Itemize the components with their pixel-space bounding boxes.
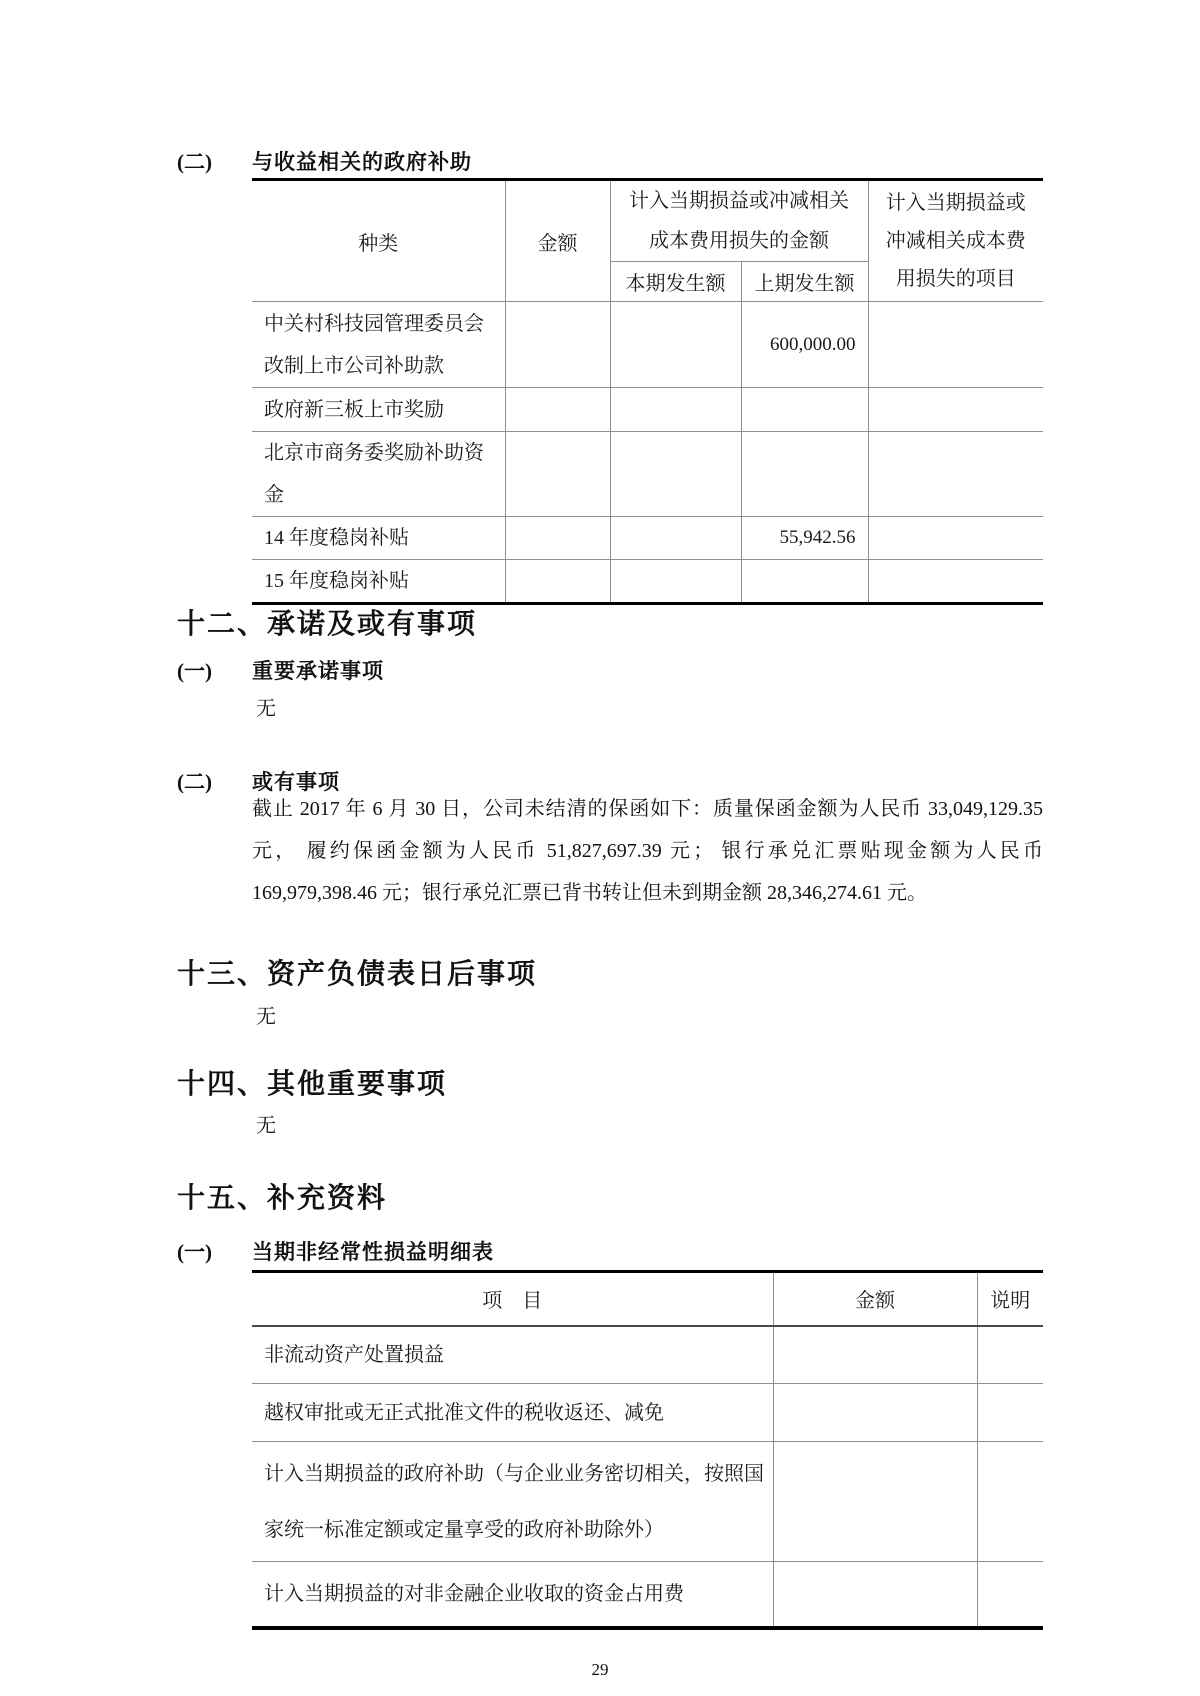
row-project [868, 388, 1043, 432]
row-note [977, 1442, 1043, 1562]
table-row [252, 302, 1043, 388]
row-current [610, 560, 741, 604]
row-amount [505, 560, 610, 604]
table-row [252, 1326, 1043, 1384]
paragraph-line: 截止 2017 年 6 月 30 日，公司未结清的保函如下：质量保函金额为人民币 33,049,129.35 [252, 798, 1043, 820]
row-note [977, 1326, 1043, 1384]
header-project-line3: 用损失的项目 [895, 268, 1016, 290]
row-current [610, 517, 741, 560]
section2-label: (二) [177, 150, 212, 174]
header-item: 项 目 [252, 1272, 773, 1326]
header-note: 说明 [977, 1272, 1043, 1326]
section13-content: 无 [256, 1006, 276, 1028]
table-row [252, 1562, 1043, 1628]
table-row [252, 517, 1043, 560]
row-amount [505, 517, 610, 560]
row-project [868, 517, 1043, 560]
row-note [977, 1562, 1043, 1628]
row-name: 15 年度稳岗补贴 [252, 560, 505, 604]
contingency-paragraph [252, 788, 1043, 914]
section2-title: 与收益相关的政府补助 [252, 150, 472, 174]
row-project [868, 302, 1043, 388]
header-current-period: 本期发生额 [610, 262, 741, 302]
table-row [252, 432, 1043, 517]
row-amount [773, 1562, 977, 1628]
paragraph-line: 元， 履约保函金额为人民币 51,827,697.39 元； 银行承兑汇票贴现金额为人民币 [252, 840, 1043, 862]
row-amount [773, 1326, 977, 1384]
row-amount [773, 1384, 977, 1442]
table-row [252, 388, 1043, 432]
header-span-line2: 成本费用损失的金额 [649, 230, 829, 252]
subsidy-table-header-row-1 [252, 180, 1043, 262]
section14-content: 无 [256, 1115, 276, 1137]
section12-sub1-label: (一) [177, 659, 212, 683]
section14-title: 十四、其他重要事项 [177, 1069, 448, 1100]
row-amount [773, 1442, 977, 1562]
row-name: 14 年度稳岗补贴 [252, 517, 505, 560]
nonrecurring-table [252, 1270, 1043, 1630]
paragraph-line: 169,979,398.46 元；银行承兑汇票已背书转让但未到期金额 28,346,274.61 元。 [252, 882, 927, 904]
table-row [252, 1442, 1043, 1562]
row-name: 中关村科技园管理委员会改制上市公司补助款 [252, 302, 505, 388]
row-project [868, 432, 1043, 517]
nonrecurring-table-header-row [252, 1272, 1043, 1326]
header-prior-period: 上期发生额 [741, 262, 868, 302]
row-current [610, 432, 741, 517]
row-prior [741, 560, 868, 604]
header-project-line1: 计入当期损益或 [885, 192, 1026, 214]
row-prior: 600,000.00 [741, 302, 868, 388]
row-amount [505, 388, 610, 432]
table-row [252, 560, 1043, 604]
header-span-amount [610, 180, 868, 262]
header-project-line2: 冲减相关成本费 [885, 230, 1026, 252]
row-prior: 55,942.56 [741, 517, 868, 560]
header-amount: 金额 [773, 1272, 977, 1326]
section12-title: 十二、承诺及或有事项 [177, 609, 478, 640]
section15-sub1-label: (一) [177, 1240, 212, 1264]
section12-sub2-label: (二) [177, 770, 212, 794]
row-project [868, 560, 1043, 604]
row-current [610, 302, 741, 388]
row-item: 计入当期损益的对非金融企业收取的资金占用费 [252, 1562, 773, 1628]
row-amount [505, 432, 610, 517]
header-amount: 金额 [505, 180, 610, 302]
row-current [610, 388, 741, 432]
section12-sub1-title: 重要承诺事项 [252, 659, 384, 683]
row-name: 政府新三板上市奖励 [252, 388, 505, 432]
row-item: 计入当期损益的政府补助（与企业业务密切相关，按照国家统一标准定额或定量享受的政府补助除外） [252, 1442, 773, 1562]
page-number: 29 [591, 1660, 609, 1679]
section15-title: 十五、补充资料 [177, 1183, 388, 1214]
table-row [252, 1384, 1043, 1442]
subsidy-table [252, 178, 1043, 605]
row-item: 越权审批或无正式批准文件的税收返还、减免 [252, 1384, 773, 1442]
section13-title: 十三、资产负债表日后事项 [177, 959, 538, 990]
row-note [977, 1384, 1043, 1442]
row-amount [505, 302, 610, 388]
header-span-line1: 计入当期损益或冲减相关 [629, 190, 849, 212]
row-prior [741, 388, 868, 432]
header-kind: 种类 [252, 180, 505, 302]
section15-sub1-title: 当期非经常性损益明细表 [252, 1240, 494, 1264]
section12-sub2-title: 或有事项 [252, 770, 340, 794]
section12-sub1-content: 无 [256, 698, 276, 720]
row-prior [741, 432, 868, 517]
row-item: 非流动资产处置损益 [252, 1326, 773, 1384]
row-name: 北京市商务委奖励补助资金 [252, 432, 505, 517]
header-project [868, 180, 1043, 302]
